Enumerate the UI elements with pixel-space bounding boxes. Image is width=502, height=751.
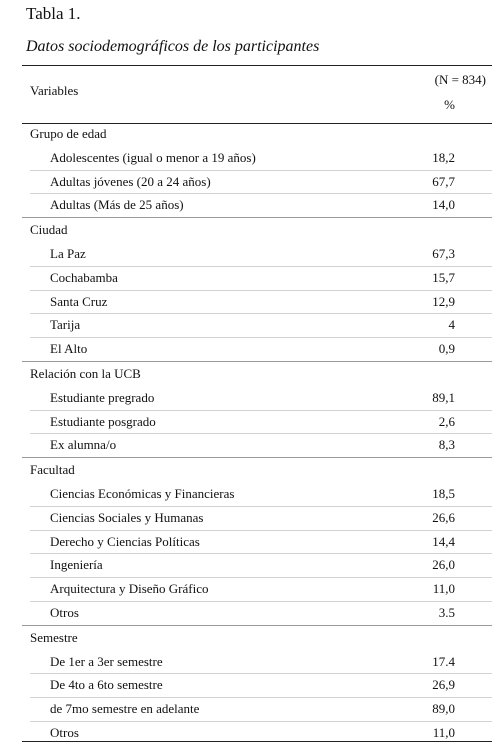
table-title: Tabla 1. bbox=[26, 4, 81, 23]
table-row bbox=[22, 673, 492, 697]
table-row bbox=[22, 553, 492, 577]
table-row bbox=[22, 697, 492, 721]
table-row bbox=[22, 577, 492, 601]
row-label: De 1er a 3er semestre bbox=[50, 653, 163, 669]
row-value: 12,9 bbox=[432, 293, 455, 309]
header-percent: % bbox=[444, 97, 455, 112]
group-label: Relación con la UCB bbox=[30, 365, 141, 381]
table-row bbox=[22, 193, 492, 217]
table-body bbox=[22, 122, 492, 745]
row-value: 89,1 bbox=[432, 389, 455, 405]
group-row bbox=[22, 457, 492, 482]
table-row bbox=[22, 410, 492, 434]
group-label: Grupo de edad bbox=[30, 126, 107, 141]
table-row bbox=[22, 146, 492, 170]
table-row bbox=[22, 337, 492, 361]
row-value: 8,3 bbox=[438, 437, 455, 453]
row-value: 89,0 bbox=[432, 701, 455, 717]
table-bottom-rule bbox=[22, 741, 492, 742]
row-label: El Alto bbox=[50, 341, 88, 357]
row-label: Otros bbox=[50, 604, 79, 620]
row-value: 18,2 bbox=[432, 149, 455, 165]
row-label: De 4to a 6to semestre bbox=[50, 677, 163, 693]
row-value: 3.5 bbox=[438, 604, 455, 620]
table-row bbox=[22, 313, 492, 337]
table-row bbox=[22, 290, 492, 314]
row-label: Cochabamba bbox=[50, 269, 118, 285]
row-label: Tarija bbox=[50, 317, 81, 333]
row-value: 26,9 bbox=[432, 677, 455, 693]
group-row bbox=[22, 361, 492, 386]
table-row bbox=[22, 506, 492, 530]
table-row bbox=[22, 433, 492, 457]
table-row bbox=[22, 482, 492, 506]
row-value: 2,6 bbox=[438, 413, 455, 429]
group-row bbox=[22, 625, 492, 650]
row-label: Adolescentes (igual o menor a 19 años) bbox=[50, 149, 256, 165]
table-row bbox=[22, 242, 492, 266]
header-variables: Variables bbox=[30, 83, 79, 98]
row-label: La Paz bbox=[50, 245, 86, 261]
row-label: Otros bbox=[50, 724, 79, 740]
group-label: Facultad bbox=[30, 462, 75, 478]
row-label: Estudiante posgrado bbox=[50, 413, 156, 429]
row-label: Ciencias Económicas y Financieras bbox=[50, 485, 235, 501]
row-value: 67,3 bbox=[432, 245, 455, 261]
group-row bbox=[22, 217, 492, 242]
row-label: Ingeniería bbox=[50, 557, 103, 573]
table-row bbox=[22, 170, 492, 194]
row-label: Santa Cruz bbox=[50, 293, 108, 309]
row-label: Adultas (Más de 25 años) bbox=[50, 197, 184, 213]
row-label: Adultas jóvenes (20 a 24 años) bbox=[50, 173, 211, 189]
row-label: Estudiante pregrado bbox=[50, 389, 155, 405]
row-label: de 7mo semestre en adelante bbox=[50, 701, 200, 717]
table-row bbox=[22, 266, 492, 290]
header-sample-size: (N = 834) bbox=[434, 72, 486, 87]
row-label: Ex alumna/o bbox=[50, 437, 117, 453]
group-row bbox=[22, 122, 492, 146]
row-value: 18,5 bbox=[432, 485, 455, 501]
table-row bbox=[22, 650, 492, 674]
row-label: Arquitectura y Diseño Gráfico bbox=[50, 581, 209, 597]
row-value: 26,6 bbox=[432, 509, 455, 525]
row-value: 67,7 bbox=[432, 173, 455, 189]
row-label: Derecho y Ciencias Políticas bbox=[50, 533, 200, 549]
row-value: 11,0 bbox=[432, 581, 455, 597]
row-value: 15,7 bbox=[432, 269, 455, 285]
group-label: Ciudad bbox=[30, 222, 68, 238]
row-value: 4 bbox=[448, 317, 455, 333]
row-label: Ciencias Sociales y Humanas bbox=[50, 509, 204, 525]
row-value: 0,9 bbox=[438, 341, 455, 357]
row-value: 14,0 bbox=[432, 197, 455, 213]
row-value: 26,0 bbox=[432, 557, 455, 573]
row-value: 14,4 bbox=[432, 533, 455, 549]
row-value: 11,0 bbox=[432, 724, 455, 740]
table-row bbox=[22, 601, 492, 625]
group-label: Semestre bbox=[30, 629, 78, 645]
table-row bbox=[22, 530, 492, 554]
table-top-rule bbox=[22, 65, 492, 66]
table-subtitle: Datos sociodemográficos de los participantes bbox=[26, 38, 320, 55]
table-row bbox=[22, 386, 492, 410]
row-value: 17.4 bbox=[432, 653, 455, 669]
